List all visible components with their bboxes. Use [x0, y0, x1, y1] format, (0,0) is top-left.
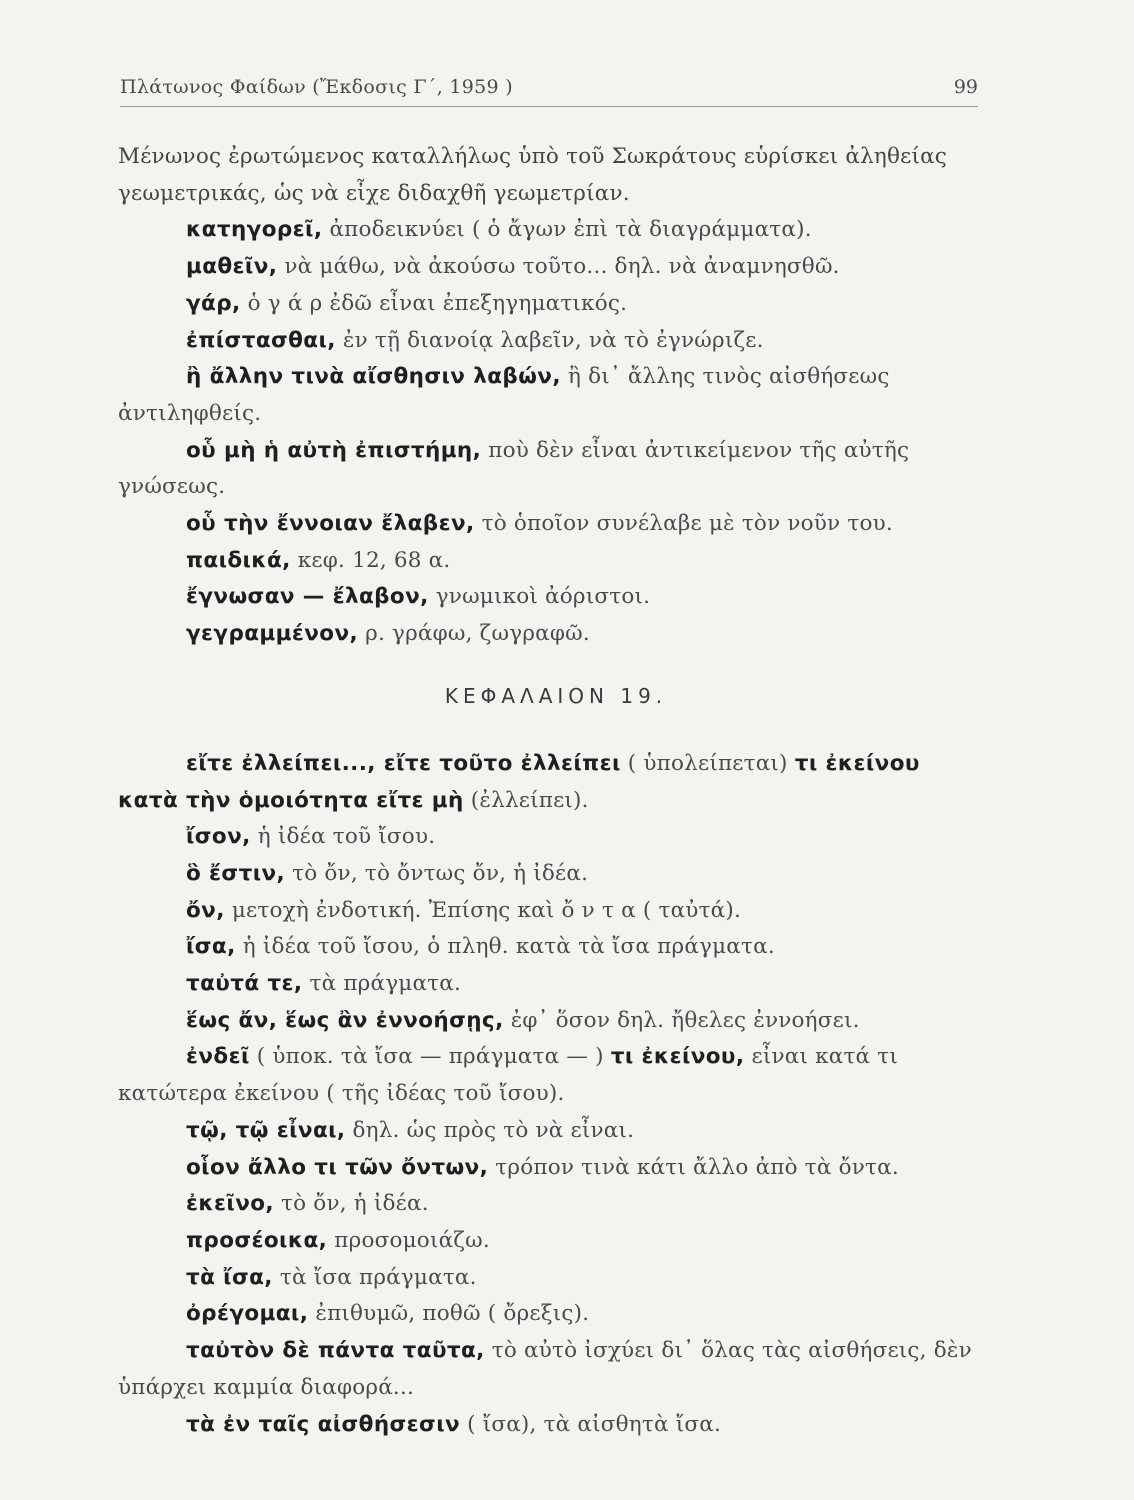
- lemma: μαθεῖν,: [186, 254, 278, 280]
- gloss: τὰ ἴσα πράγματα.: [279, 1264, 477, 1290]
- lemma: παιδικά,: [186, 547, 291, 573]
- gloss: ἡ ἰδέα τοῦ ἴσου, ὁ πληθ. κατὰ τὰ ἴσα πράγματα.: [242, 934, 775, 960]
- gloss-continued: (ἐλλείπει).: [470, 787, 589, 813]
- lemma: ἔγνωσαν — ἔλαβον,: [186, 584, 429, 610]
- gloss: τρόπον τινὰ κάτι ἄλλο ἀπὸ τὰ ὄντα.: [495, 1154, 899, 1180]
- lemma-continued: τι ἐκείνου κατὰ τὴν ὁμοιότητα εἴτε μὴ: [118, 750, 920, 813]
- gloss: τὸ αὐτὸ ἰσχύει δι᾽ ὅλας τὰς αἰσθήσεις, δὲν ὑπάρχει καμμία διαφορά...: [118, 1338, 972, 1400]
- gloss: προσομοιάζω.: [334, 1227, 490, 1253]
- gloss: ἡ ἰδέα τοῦ ἴσου.: [257, 824, 436, 850]
- lemma: ἕως ἄν, ἕως ἂν ἐννοήσῃς,: [186, 1007, 504, 1033]
- entry-allen-tina-aisthesin: [118, 359, 984, 432]
- gloss: ( ὑποκ. τὰ ἴσα — πράγματα — ): [256, 1044, 604, 1070]
- page-number: 99: [953, 76, 978, 98]
- commentary-body: [118, 139, 984, 1443]
- lemma: ἐπίστασθαι,: [186, 327, 336, 353]
- gloss: δηλ. ὡς πρὸς τὸ νὰ εἶναι.: [352, 1117, 635, 1143]
- lemma: ὀρέγομαι,: [186, 1301, 309, 1327]
- gloss: ποὺ δὲν εἶναι ἀντικείμενον τῆς αὐτῆς γνώσεως.: [118, 437, 910, 500]
- lemma: οἷον ἄλλο τι τῶν ὄντων,: [186, 1154, 489, 1180]
- entry-ta-en-tais-aisthesesin: [118, 1407, 984, 1444]
- entry-to-einai: [118, 1113, 984, 1150]
- lemma: ἐνδεῖ: [186, 1044, 250, 1070]
- lemma: εἴτε ἐλλείπει..., εἴτε τοῦτο ἐλλείπει: [186, 750, 621, 776]
- entry-endei: [118, 1039, 984, 1112]
- gloss: γνωμικοὶ ἀόριστοι.: [435, 584, 651, 610]
- entry-proseoika: [118, 1223, 984, 1260]
- entry-gar: [118, 286, 984, 323]
- entry-mathein: [118, 249, 984, 286]
- entry-on: [118, 893, 984, 930]
- entry-tauton-de-panta: [118, 1333, 984, 1406]
- entry-ekeino: [118, 1186, 984, 1223]
- lemma: ταὐτά τε,: [186, 971, 303, 997]
- gloss: ὁ γ ά ρ ἐδῶ εἶναι ἐπεξηγηματικός.: [247, 290, 628, 316]
- gloss: ( ἴσα), τὰ αἰσθητὰ ἴσα.: [467, 1411, 721, 1437]
- gloss: ἐφ᾽ ὅσον δηλ. ἤθελες ἐννοήσει.: [510, 1007, 860, 1033]
- gloss: ἀποδεικνύει ( ὁ ἄγων ἐπὶ τὰ διαγράμματα).: [329, 217, 812, 243]
- entry-hoion-allo: [118, 1150, 984, 1187]
- entry-ta-isa: [118, 1260, 984, 1297]
- gloss-continued: εἶναι κατά τι κατώτερα ἐκείνου ( τῆς ἰδέας τοῦ ἴσου).: [118, 1044, 899, 1107]
- entry-hou-me-he-aute: [118, 433, 984, 506]
- lemma: ἴσον,: [186, 824, 251, 850]
- lemma: τὰ ἐν ταῖς αἰσθήσεσιν: [186, 1411, 461, 1437]
- entry-epistasthai: [118, 323, 984, 360]
- gloss: τὸ ὁποῖον συνέλαβε μὲ τὸν νοῦν του.: [481, 511, 893, 537]
- entry-oregomai: [118, 1296, 984, 1333]
- lemma: ὄν,: [186, 897, 225, 923]
- gloss: ἐπιθυμῶ, ποθῶ ( ὄρεξις).: [315, 1301, 590, 1327]
- entry-isa: [118, 929, 984, 966]
- entry-eite-elleipei: [118, 746, 984, 819]
- entry-gegrammenon: [118, 616, 984, 653]
- gloss: ἐν τῇ διανοίᾳ λαβεῖν, νὰ τὸ ἐγνώριζε.: [342, 327, 764, 353]
- entry-ison: [118, 819, 984, 856]
- entry-kategorei: [118, 212, 984, 249]
- gloss: μετοχὴ ἐνδοτική. Ἐπίσης καὶ ὄ ν τ α ( ταὐτά).: [231, 897, 742, 923]
- gloss: νὰ μάθω, νὰ ἀκούσω τοῦτο... δηλ. νὰ ἀναμνησθῶ.: [284, 254, 840, 280]
- lemma: ὃ ἔστιν,: [186, 860, 286, 886]
- lemma: ταὐτὸν δὲ πάντα ταῦτα,: [186, 1338, 485, 1364]
- running-title: Πλάτωνος Φαίδων (Ἔκδοσις Γ΄, 1959 ): [120, 76, 513, 98]
- lemma: οὗ τὴν ἔννοιαν ἔλαβεν,: [186, 511, 475, 537]
- lemma: οὗ μὴ ἡ αὐτὴ ἐπιστήμη,: [186, 437, 482, 463]
- chapter-heading: ΚΕΦΑΛΑΙΟΝ 19.: [444, 683, 668, 708]
- gloss: ἢ δι᾽ ἄλλης τινὸς αἰσθήσεως ἀντιληφθείς.: [118, 364, 890, 426]
- lemma: τὰ ἴσα,: [186, 1264, 273, 1290]
- entry-ten-ennoian-elaben: [118, 506, 984, 543]
- lemma: προσέοικα,: [186, 1227, 328, 1253]
- lemma: τῷ, τῷ εἶναι,: [186, 1117, 346, 1143]
- gloss: τὰ πράγματα.: [309, 971, 462, 997]
- entry-ho-estin: [118, 856, 984, 893]
- lemma: ἐκεῖνο,: [186, 1191, 274, 1217]
- lemma: γάρ,: [186, 290, 241, 316]
- gloss: ( ὑπολείπεται): [627, 750, 788, 776]
- continuation-paragraph: Μένωνος ἐρωτώμενος καταλλήλως ὑπὸ τοῦ Σωκράτους εὑρίσκει ἀληθείας γεωμετρικάς, ὡς νὰ εἶχε διδαχθῆ γεωμετρίαν.: [118, 144, 948, 206]
- entry-egnosan: [118, 579, 984, 616]
- lemma-continued: τι ἐκείνου,: [610, 1044, 745, 1070]
- lemma: ἢ ἄλλην τινὰ αἴσθησιν λαβών,: [186, 364, 561, 390]
- gloss: ρ. γράφω, ζωγραφῶ.: [365, 621, 590, 647]
- lemma: γεγραμμένον,: [186, 621, 359, 647]
- entry-paidika: [118, 543, 984, 580]
- entry-tauta-te: [118, 966, 984, 1003]
- gloss: τὸ ὄν, ἡ ἰδέα.: [281, 1191, 429, 1217]
- running-header: [120, 74, 978, 107]
- gloss: κεφ. 12, 68 α.: [297, 547, 451, 573]
- lemma: κατηγορεῖ,: [186, 217, 323, 243]
- gloss: τὸ ὄν, τὸ ὄντως ὄν, ἡ ἰδέα.: [292, 860, 589, 886]
- lemma: ἴσα,: [186, 934, 236, 960]
- entry-heos-an: [118, 1003, 984, 1040]
